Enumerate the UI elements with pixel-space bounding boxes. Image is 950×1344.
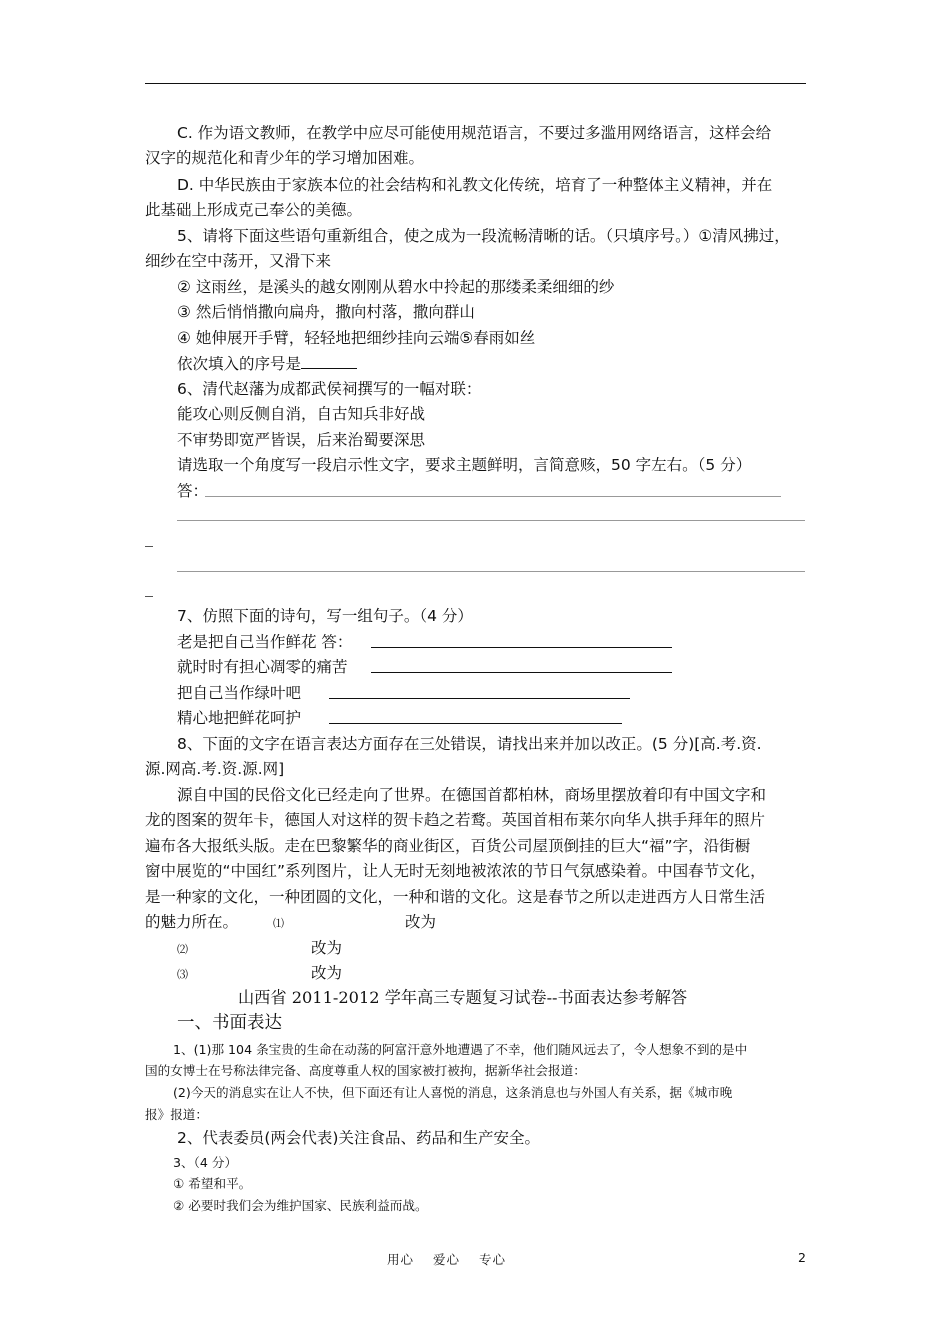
q5-prompt-line-1: 5、请将下面这些语句重新组合，使之成为一段流畅清晰的话。（只填序号。）①清风拂过， <box>177 227 790 245</box>
q6-instruction: 请选取一个角度写一段启示性文字，要求主题鲜明，言简意赅，50 字左右。（5 分） <box>177 456 752 474</box>
q8-fix-marker-3: ⑶ <box>177 968 188 981</box>
option-d-line-2: 此基础上形成克己奉公的美德。 <box>145 201 363 219</box>
q6-line-dash-2 <box>145 596 153 597</box>
answers-title: 山西省 2011-2012 学年高三专题复习试卷--书面表达参考解答 <box>238 988 688 1007</box>
q7-blank-2[interactable] <box>371 672 672 673</box>
answer-2: 2、代表委员(两会代表)关注食品、药品和生产安全。 <box>177 1129 540 1147</box>
q8-passage-line-6: 的魅力所在。 <box>145 913 239 931</box>
q5-answer-blank[interactable] <box>301 353 357 369</box>
footer-motto: 用心 爱心 专心 <box>387 1252 506 1267</box>
q7-blank-1[interactable] <box>371 647 672 648</box>
q6-answer-line-1[interactable] <box>205 496 781 497</box>
q8-prompt-line-1: 8、下面的文字在语言表达方面存在三处错误，请找出来并加以改正。(5 分)[高.考.资. <box>177 735 762 753</box>
q8-passage-line-3: 遍布各大报纸头版。走在巴黎繁华的商业街区，百货公司屋顶倒挂的巨大“福”字，沿街橱 <box>145 837 751 855</box>
answer-1-line-3: (2)今天的消息实在让人不快，但下面还有让人喜悦的消息，这条消息也与外国人有关系，据《城市晚 <box>173 1085 733 1100</box>
q8-passage-line-2: 龙的图案的贺年卡，德国人对这样的贺卡趋之若鹜。英国首相布莱尔向华人拱手拜年的照片 <box>145 811 766 829</box>
q6-line-dash-1 <box>145 546 153 547</box>
q6-answer-line-3[interactable] <box>177 571 805 572</box>
option-c-line-1: C. 作为语文教师，在教学中应尽可能使用规范语言，不要过多滥用网络语言，这样会给 <box>177 124 772 142</box>
answer-1-line-1: 1、(1)那 104 条宝贵的生命在动荡的阿富汗意外地遭遇了不幸，他们随风远去了，令人想象不到的是中 <box>173 1042 748 1057</box>
q5-item-4-5: ④ 她伸展开手臂，轻轻地把细纱挂向云端⑤春雨如丝 <box>177 329 536 347</box>
q6-prompt: 6、清代赵藩为成都武侯祠撰写的一幅对联： <box>177 380 482 398</box>
q8-fix-word-2: 改为 <box>311 939 343 957</box>
option-c-line-2: 汉字的规范化和青少年的学习增加困难。 <box>145 149 425 167</box>
q8-fix-marker-2: ⑵ <box>177 943 188 956</box>
q8-passage-line-1: 源自中国的民俗文化已经走向了世界。在德国首都柏林，商场里摆放着印有中国文字和 <box>177 786 767 804</box>
q8-fix-word-3: 改为 <box>311 964 343 982</box>
answer-1-line-2: 国的女博士在号称法律完备、高度尊重人权的国家被打被拘，据新华社会报道： <box>145 1063 586 1078</box>
q7-line-4: 精心地把鲜花呵护 <box>177 709 302 727</box>
q8-fix-word-1: 改为 <box>405 913 437 931</box>
q7-line-2: 就时时有担心凋零的痛苦 <box>177 658 348 676</box>
answer-3-item-2: ② 必要时我们会为维护国家、民族利益而战。 <box>173 1198 428 1213</box>
q5-item-2: ② 这雨丝，是溪头的越女刚刚从碧水中拎起的那缕柔柔细细的纱 <box>177 278 615 296</box>
q7-line-3: 把自己当作绿叶吧 <box>177 684 302 702</box>
q8-passage-line-5: 是一种家的文化，一种团圆的文化，一种和谐的文化。这是春节之所以走进西方人日常生活 <box>145 888 766 906</box>
q5-answer-row <box>177 353 357 374</box>
q6-couplet-line-2: 不审势即宽严皆误，后来治蜀要深思 <box>177 431 426 449</box>
answers-section-heading: 一、书面表达 <box>177 1013 282 1033</box>
q5-prompt-line-2: 细纱在空中荡开，又滑下来 <box>145 252 332 270</box>
q5-answer-label: 依次填入的序号是 <box>177 355 302 373</box>
q6-answer-label: 答： <box>177 482 209 500</box>
q8-prompt-line-2: 源.网高.考.资.源.网] <box>145 760 285 778</box>
q6-answer-line-2[interactable] <box>177 520 805 521</box>
page-number: 2 <box>798 1250 806 1265</box>
answer-3-item-1: ① 希望和平。 <box>173 1176 252 1191</box>
q7-prompt: 7、仿照下面的诗句，写一组句子。（4 分） <box>177 607 473 625</box>
option-d-line-1: D. 中华民族由于家族本位的社会结构和礼教文化传统，培育了一种整体主义精神，并在 <box>177 176 773 194</box>
answer-1-line-4: 报》报道： <box>145 1107 208 1122</box>
q8-passage-line-4: 窗中展览的“中国红”系列图片，让人无时无刻地被浓浓的节日气氛感染着。中国春节文化， <box>145 862 766 880</box>
q7-line-1: 老是把自己当作鲜花 答： <box>177 633 353 651</box>
header-rule <box>145 83 806 84</box>
q5-item-3: ③ 然后悄悄撒向扁舟，撒向村落，撒向群山 <box>177 303 475 321</box>
q6-couplet-line-1: 能攻心则反侧自消，自古知兵非好战 <box>177 405 426 423</box>
q7-blank-4[interactable] <box>329 723 622 724</box>
answer-3-heading: 3、（4 分） <box>173 1155 238 1170</box>
q7-blank-3[interactable] <box>329 698 630 699</box>
q8-fix-marker-1: ⑴ <box>273 917 284 930</box>
